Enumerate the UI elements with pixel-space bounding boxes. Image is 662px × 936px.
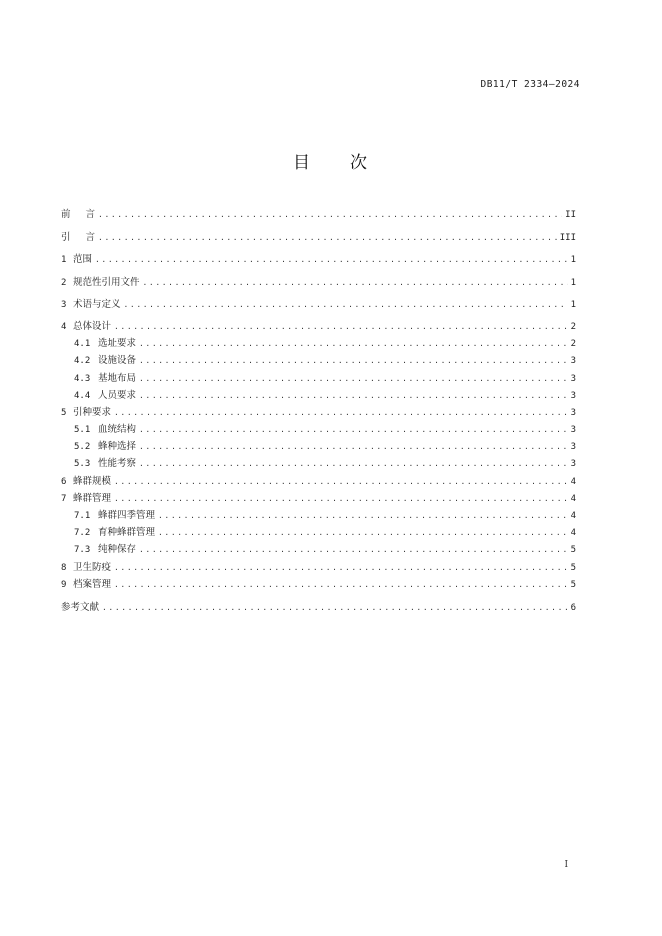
toc-label: 人员要求 (98, 389, 137, 401)
toc-page-number: 3 (570, 459, 576, 470)
toc-label: 规范性引用文件 (73, 276, 140, 288)
toc-number: 5.1 (74, 425, 91, 436)
toc-label: 选址要求 (98, 338, 137, 350)
toc-entry[interactable] (61, 559, 576, 576)
toc-number: 5 (61, 407, 67, 418)
toc-page-number: 5 (570, 562, 576, 573)
toc-entry[interactable] (61, 318, 576, 335)
dot-leader (139, 352, 568, 369)
toc-label: 总体设计 (73, 320, 112, 332)
toc-page-number: 4 (570, 493, 576, 504)
toc-page-number: 3 (570, 407, 576, 418)
toc-page-number: 1 (570, 299, 576, 310)
toc-number: 7.2 (74, 528, 91, 539)
toc-label: 蜂群规模 (73, 475, 112, 487)
toc-number: 4.2 (74, 356, 91, 367)
toc-label: 档案管理 (73, 578, 112, 590)
page-title (0, 148, 662, 173)
dot-leader (139, 455, 568, 472)
toc-number: 7.3 (74, 545, 91, 556)
toc-page-number: 4 (570, 476, 576, 487)
toc-number: 3 (61, 299, 67, 310)
dot-leader (114, 404, 568, 421)
toc-label: 育种蜂群管理 (98, 527, 156, 539)
toc-page-number: 5 (570, 545, 576, 556)
page-number: I (564, 860, 568, 870)
toc-label: 引种要求 (73, 406, 112, 418)
toc-number: 4.4 (74, 390, 91, 401)
toc-label: 引 (61, 232, 71, 244)
toc-page-number: 2 (570, 339, 576, 350)
dot-leader (143, 274, 568, 291)
toc-label: 前 (61, 209, 71, 220)
toc-number: 4 (61, 321, 67, 332)
dot-leader (98, 229, 557, 246)
toc-label: 卫生防疫 (73, 561, 112, 573)
toc-number: 2 (61, 277, 67, 288)
toc-label: 范围 (73, 254, 93, 266)
toc-number: 5.2 (74, 442, 91, 453)
toc-entry-intro[interactable] (61, 229, 576, 246)
toc-page-number: 4 (570, 511, 576, 521)
dot-leader (158, 507, 568, 524)
dot-leader (114, 490, 568, 507)
toc-number: 4.3 (74, 373, 91, 384)
dot-leader (139, 335, 568, 352)
toc-label: 纯种保存 (98, 544, 137, 556)
toc-page-number: 3 (570, 425, 576, 436)
toc-page-number: 3 (570, 390, 576, 401)
toc-label: 蜂群四季管理 (98, 510, 156, 521)
toc-subentry[interactable] (61, 387, 576, 404)
toc-label: 蜂种选择 (98, 441, 137, 453)
dot-leader (139, 387, 568, 404)
toc-label: 设施设备 (98, 355, 137, 367)
toc-label: 术语与定义 (73, 298, 121, 310)
dot-leader (139, 541, 568, 558)
toc-subentry[interactable] (61, 370, 576, 387)
toc-label: 言 (85, 232, 96, 244)
dot-leader (114, 559, 568, 576)
toc-page-number: III (559, 233, 576, 244)
toc-label: 言 (85, 209, 96, 220)
toc-number: 8 (61, 562, 67, 573)
toc-entry-preface[interactable] (61, 206, 576, 223)
toc-page-number: 3 (570, 442, 576, 453)
dot-leader (158, 524, 568, 541)
toc-page-number: 6 (570, 602, 576, 613)
toc-number: 6 (61, 476, 67, 487)
toc-page-number: 1 (570, 255, 576, 266)
toc-entry[interactable] (61, 404, 576, 421)
toc-entry[interactable] (61, 251, 576, 268)
dot-leader (139, 438, 568, 455)
toc-page-number: 1 (570, 277, 576, 288)
toc-subentry[interactable] (61, 524, 576, 541)
toc-label: 基地布局 (98, 372, 137, 384)
table-of-contents (61, 206, 576, 616)
toc-entry[interactable] (61, 274, 576, 291)
dot-leader (98, 206, 562, 223)
toc-page-number: 4 (570, 528, 576, 539)
toc-subentry[interactable] (61, 421, 576, 438)
toc-number: 7 (61, 493, 67, 504)
toc-subentry[interactable] (61, 335, 576, 352)
toc-number: 1 (61, 255, 67, 266)
dot-leader (102, 599, 568, 616)
toc-label: 参考文献 (61, 601, 100, 613)
toc-number: 5.3 (74, 459, 91, 470)
dot-leader (139, 421, 568, 438)
toc-number: 9 (61, 579, 67, 590)
toc-number: 7.1 (74, 511, 91, 521)
toc-subentry[interactable] (61, 507, 576, 524)
toc-entry[interactable] (61, 490, 576, 507)
toc-entry[interactable] (61, 296, 576, 313)
dot-leader (95, 251, 568, 268)
toc-label: 性能考察 (98, 458, 137, 470)
toc-label: 蜂群管理 (73, 492, 112, 504)
toc-page-number: 3 (570, 356, 576, 367)
dot-leader (139, 370, 568, 387)
toc-subentry[interactable] (61, 352, 576, 369)
dot-leader (114, 473, 568, 490)
toc-page-number: 3 (570, 373, 576, 384)
toc-page-number: II (565, 210, 576, 220)
toc-subentry[interactable] (61, 541, 576, 558)
title-char-1: 目 (293, 153, 312, 173)
toc-entry[interactable] (61, 576, 576, 593)
toc-entry-references[interactable] (61, 599, 576, 616)
title-char-2: 次 (350, 153, 369, 173)
toc-number: 4.1 (74, 339, 91, 350)
dot-leader (114, 318, 568, 335)
dot-leader (114, 576, 568, 593)
toc-label: 血统结构 (98, 424, 137, 436)
toc-page-number: 2 (570, 321, 576, 332)
toc-subentry[interactable] (61, 438, 576, 455)
dot-leader (124, 296, 568, 313)
toc-page-number: 5 (570, 579, 576, 590)
document-code: DB11/T 2334—2024 (480, 79, 580, 90)
toc-subentry[interactable] (61, 455, 576, 472)
toc-entry[interactable] (61, 473, 576, 490)
